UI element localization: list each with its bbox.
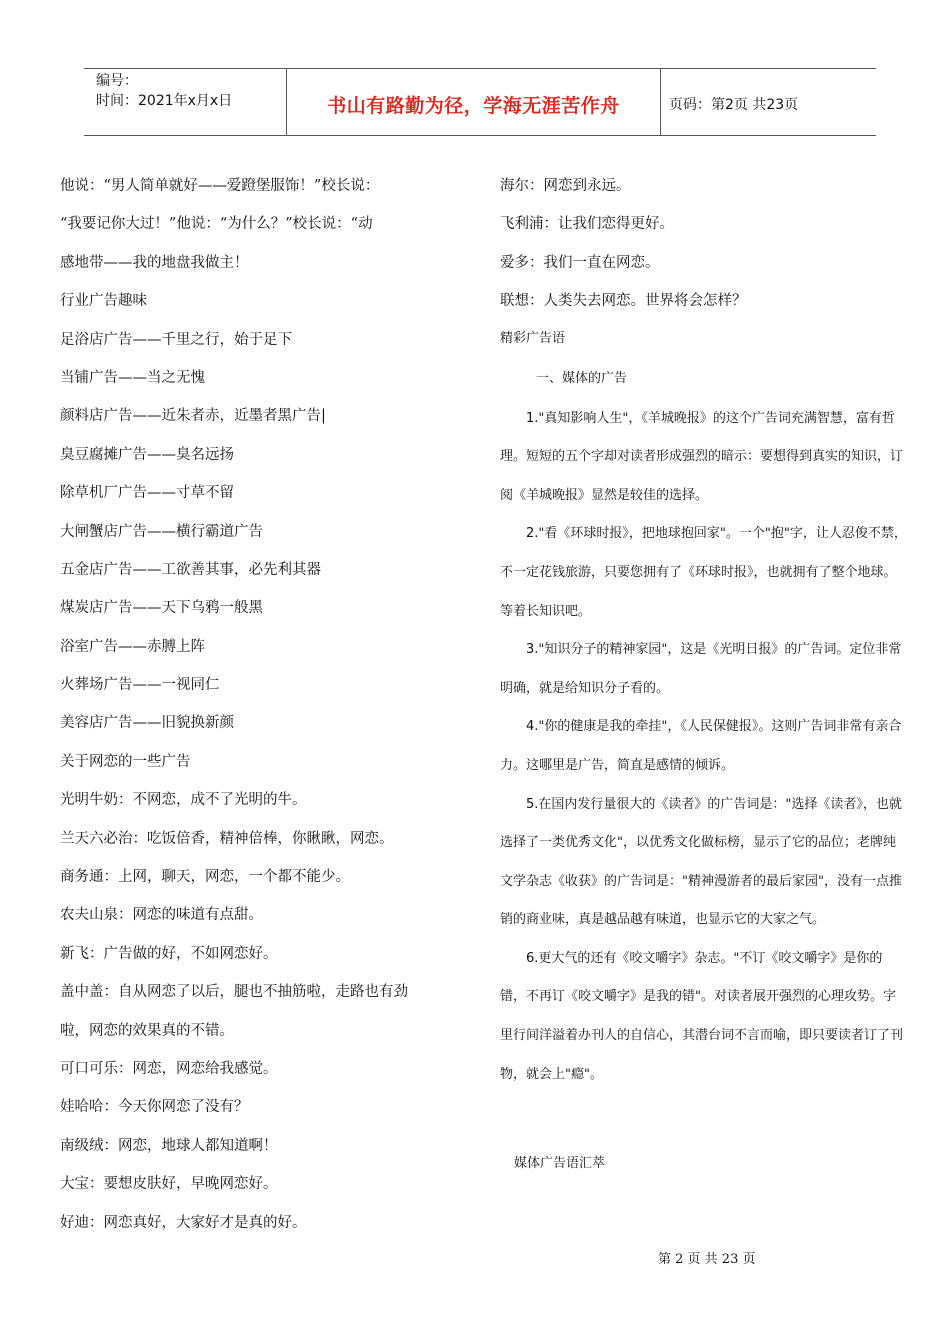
paragraph-number: 5. (526, 796, 539, 812)
ad-paragraph (500, 786, 908, 940)
left-line: 颜料店广告——近朱者赤，近墨者黑广告| (60, 408, 326, 425)
left-line: 啦，网恋的效果真的不错。 (60, 1022, 234, 1039)
left-line: 新飞：广告做的好，不如网恋好。 (60, 945, 278, 962)
paragraph-number: 1. (526, 410, 539, 426)
paragraph-text: "真知影响人生"，《羊城晚报》的这个广告词充满智慧，富有哲理。短短的五个字却对读者形成强烈的暗示：要想得到真实的知识，订阅《羊城晚报》显然是较佳的选择。 (500, 410, 904, 503)
time-label: 时间：2021年x月x日 (96, 93, 233, 109)
left-line: 美容店广告——旧貌换新颜 (60, 715, 234, 732)
left-line: 娃哈哈：今天你网恋了没有？ (60, 1099, 249, 1116)
header-meta (84, 69, 287, 135)
left-line: 好迪：网恋真好，大家好才是真的好。 (60, 1214, 307, 1231)
left-line: 商务通：上网，聊天，网恋，一个都不能少。 (60, 869, 350, 886)
paragraph-number: 2. (526, 526, 539, 542)
ad-paragraph (500, 400, 908, 516)
left-line: 光明牛奶：不网恋，成不了光明的牛。 (60, 792, 307, 809)
left-line: 可口可乐：网恋，网恋给我感觉。 (60, 1060, 278, 1077)
left-line: 行业广告趣味 (60, 293, 147, 310)
right-line: 飞利浦：让我们恋得更好。 (500, 216, 674, 233)
left-line: 农夫山泉：网恋的味道有点甜。 (60, 907, 263, 924)
ad-paragraph (500, 940, 908, 1094)
page-footer: 第 2 页 共 23 页 (658, 1252, 756, 1267)
bottom-heading: 媒体广告语汇萃 (514, 1156, 606, 1172)
left-line: 五金店广告——工欲善其事，必先利其器 (60, 561, 321, 578)
left-line: 臭豆腐摊广告——臭名远扬 (60, 446, 234, 463)
left-line: 煤炭店广告——天下乌鸦一般黑 (60, 600, 263, 617)
header-motto: 书山有路勤为径，学海无涯苦作舟 (287, 69, 661, 135)
left-line: 兰天六必治：吃饭倍香，精神倍棒，你瞅瞅，网恋。 (60, 830, 394, 847)
section-subheading: 一、媒体的广告 (536, 370, 628, 386)
left-line: 大宝：要想皮肤好，早晚网恋好。 (60, 1176, 278, 1193)
left-line: 当铺广告——当之无愧 (60, 369, 205, 386)
left-line: 感地带——我的地盘我做主！ (60, 254, 249, 271)
paragraph-text: 在国内发行量很大的《读者》的广告词是："选择《读者》，也就选择了一类优秀文化"，以优秀文化做标榜，显示了它的品位；老牌纯文学杂志《收获》的广告词是："精神漫游者的最后家园"，没有一点推销的商业味，真是越品越有味道，也显示它的大家之气。 (500, 796, 902, 928)
left-line: 关于网恋的一些广告 (60, 753, 191, 770)
paragraph-text: "你的健康是我的牵挂"，《人民保健报》。这则广告词非常有亲合力。这哪里是广告，简直是感情的倾诉。 (500, 719, 902, 773)
paragraph-text: 更大气的还有《咬文嚼字》杂志。"不订《咬文嚼字》是你的错，不再订《咬文嚼字》是我的错"。对读者展开强烈的心理攻势。字里行间洋溢着办刊人的自信心，其潜台词不言而喻，即只要读者订了刊物，就会上"瘾"。 (500, 950, 904, 1082)
section-heading: 精彩广告语 (500, 330, 566, 346)
paragraph-number: 6. (526, 950, 539, 966)
serial-label: 编号： (96, 73, 138, 89)
left-line: 火葬场广告——一视同仁 (60, 677, 220, 694)
left-line: “我要记你大过！”他说：“为什么？”校长说：“动 (60, 216, 373, 233)
left-line: 南级绒：网恋，地球人都知道啊！ (60, 1137, 278, 1154)
right-line: 爱多：我们一直在网恋。 (500, 254, 660, 271)
right-line: 联想：人类失去网恋。世界将会怎样？ (500, 293, 747, 310)
left-line: 除草机厂广告——寸草不留 (60, 485, 234, 502)
paragraph-text: "知识分子的精神家园"，这是《光明日报》的广告词。定位非常明确，就是给知识分子看的。 (500, 642, 902, 696)
left-line: 盖中盖：自从网恋了以后，腿也不抽筋啦，走路也有劲 (60, 984, 408, 1001)
right-column (500, 172, 908, 1175)
paragraph-number: 3. (526, 642, 539, 658)
ad-paragraph (500, 708, 908, 785)
left-line: 浴室广告——赤膊上阵 (60, 638, 205, 655)
page-header (84, 68, 876, 136)
right-line: 海尔：网恋到永远。 (500, 178, 631, 194)
paragraph-text: "看《环球时报》，把地球抱回家"。一个"抱"字，让人忍俊不禁，不一定花钱旅游，只要您拥有了《环球时报》，也就拥有了整个地球。等着长知识吧。 (500, 526, 907, 619)
paragraph-list (500, 400, 908, 1095)
left-line: 足浴店广告——千里之行，始于足下 (60, 331, 292, 348)
left-column (60, 172, 480, 1247)
paragraph-number: 4. (526, 719, 539, 735)
header-page-code: 页码：第2页 共23页 (669, 97, 799, 113)
left-line: 他说：“男人简单就好——爱蹬堡服饰！”校长说： (60, 178, 380, 194)
right-top-lines (500, 172, 908, 326)
left-line: 大闸蟹店广告——横行霸道广告 (60, 523, 263, 540)
ad-paragraph (500, 515, 908, 631)
ad-paragraph (500, 631, 908, 708)
